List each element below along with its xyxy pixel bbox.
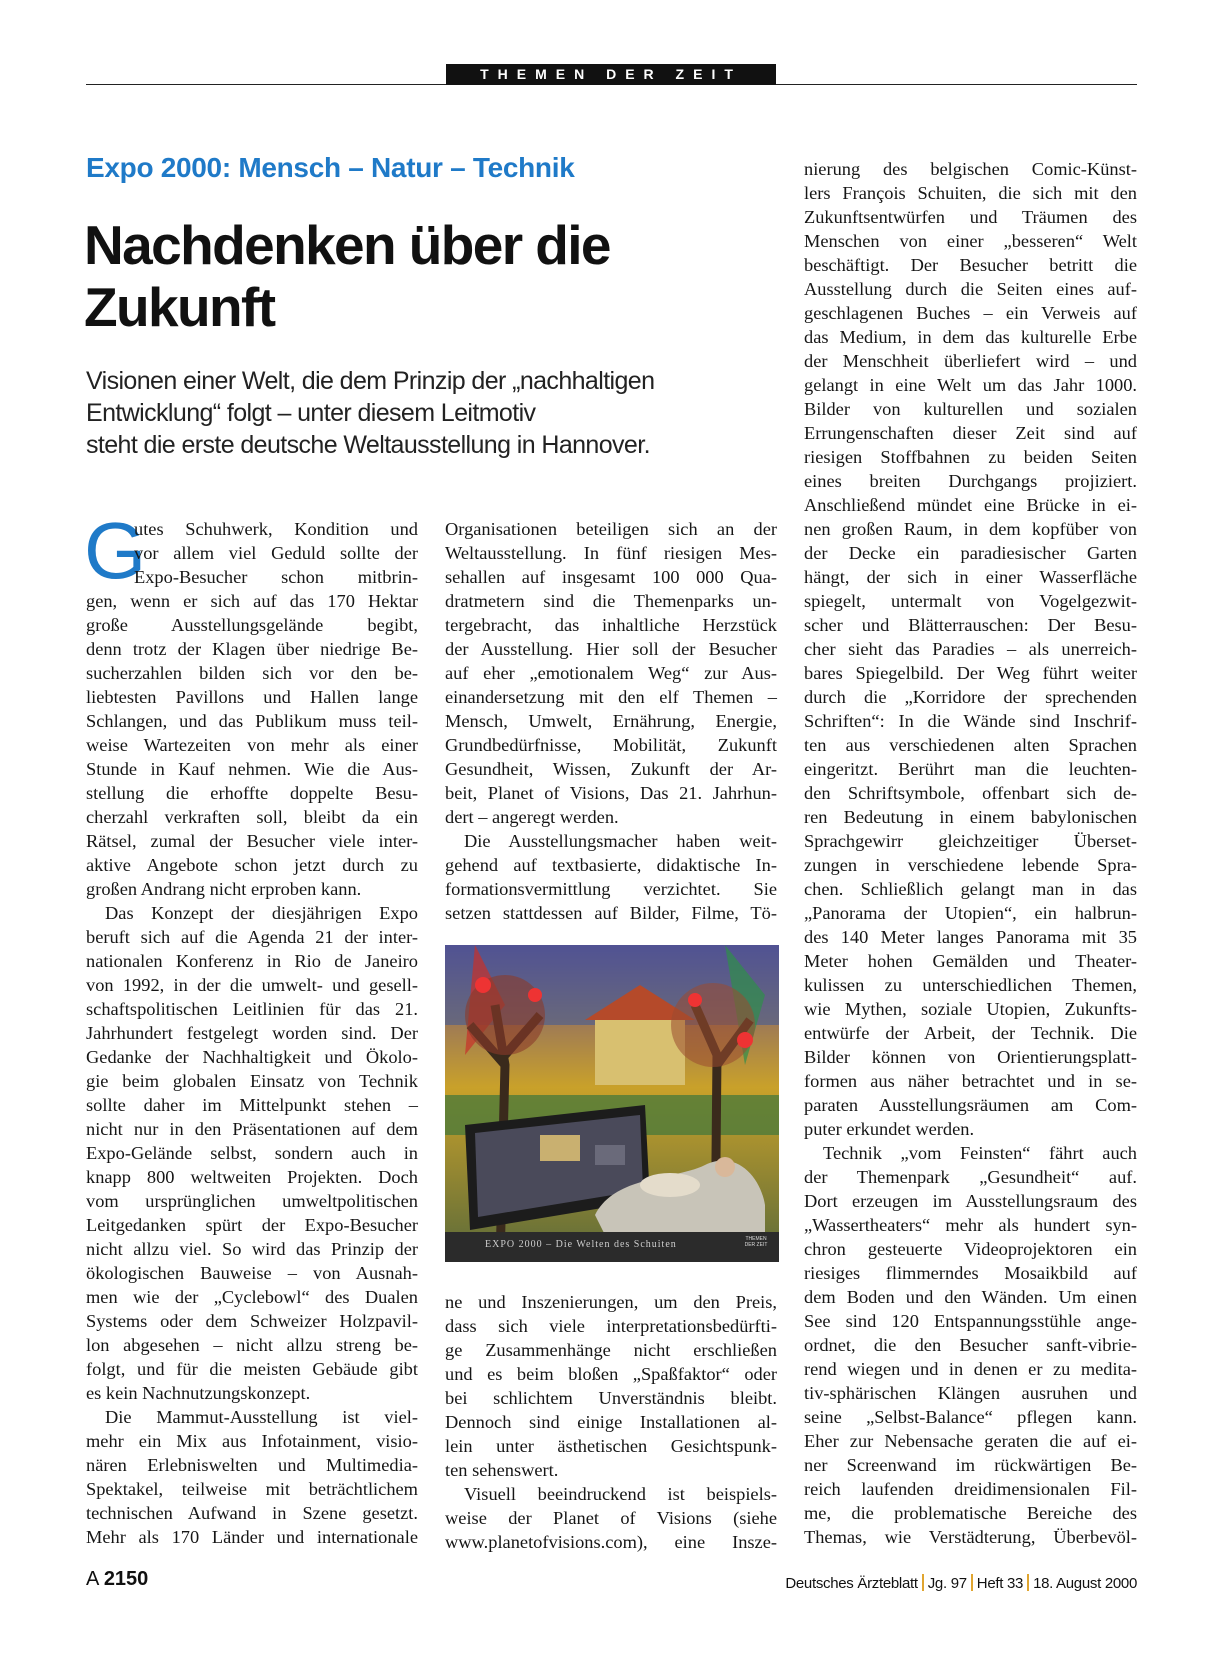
text-line: gelangt in eine Welt um das Jahr 1000. xyxy=(804,375,1137,395)
text-line: nicht nur in den Präsentationen auf dem xyxy=(86,1119,418,1139)
text-line: See sind 120 Entspannungsstühle ange- xyxy=(804,1311,1137,1331)
footer-separator xyxy=(1027,1574,1029,1591)
text-line: spiegelt, untermalt von Vogelgezwit- xyxy=(804,591,1137,611)
text-line: nen großen Raum, in dem kopfüber von xyxy=(804,519,1137,539)
text-line: zungen in verschiedene lebende Spra- xyxy=(804,855,1137,875)
text-line: rend wiegen und in denen er zu medita- xyxy=(804,1359,1137,1379)
footer-separator xyxy=(922,1574,924,1591)
text-line: gie beim globalen Einsatz von Technik xyxy=(86,1071,418,1091)
text-line: Organisationen beteiligen sich an der xyxy=(445,519,777,539)
text-line: Errungenschaften dieser Zeit sind auf xyxy=(804,423,1137,443)
text-line: von 1992, in der die umwelt- und gesell- xyxy=(86,975,418,995)
article-title xyxy=(84,214,764,338)
text-line: ge Zusammenhänge nicht erschließen xyxy=(445,1340,777,1360)
text-line: Jahrhundert festgelegt worden sind. Der xyxy=(86,1023,418,1043)
drop-cap: G xyxy=(84,506,147,595)
text-line: sehallen auf insgesamt 100 000 Qua- xyxy=(445,567,777,587)
text-line: Eher zur Nebensache geraten die auf ei- xyxy=(804,1431,1137,1451)
journal-date: 18. August 2000 xyxy=(1033,1575,1137,1592)
text-line: Schriften“: In die Wände sind Inschrif- xyxy=(804,711,1137,731)
text-line: schaftspolitischen Leitlinien für das 21. xyxy=(86,999,418,1019)
text-line: bares Spiegelbild. Der Weg führt weiter xyxy=(804,663,1137,683)
text-line: der Decke ein paradiesischer Garten xyxy=(804,543,1137,563)
text-line: ten sehenswert. xyxy=(445,1460,559,1480)
text-line: mehr ein Mix aus Infotainment, visio- xyxy=(86,1431,418,1451)
journal-name: Deutsches Ärzteblatt xyxy=(785,1575,918,1592)
text-line: bei schlichtem Unverständnis bleibt. xyxy=(445,1388,777,1408)
text-line: lein unter ästhetischen Gesichtspunk- xyxy=(445,1436,777,1456)
text-line: Leitgedanken spürt der Expo-Besucher xyxy=(86,1215,418,1235)
text-line: Dennoch sind einige Installationen al- xyxy=(445,1412,777,1432)
text-line: knapp 800 weltweiten Projekten. Doch xyxy=(86,1167,418,1187)
text-line: Menschen von einer „besseren“ Welt xyxy=(804,231,1137,251)
text-line: Anschließend mündet eine Brücke in ei- xyxy=(804,495,1137,515)
article-lead xyxy=(86,365,766,461)
text-line: Grundbedürfnisse, Mobilität, Zukunft xyxy=(445,735,777,755)
body-column-3 xyxy=(804,157,1137,1549)
text-line: Technik „vom Feinsten“ fährt auch xyxy=(823,1143,1137,1163)
text-line: setzen stattdessen auf Bilder, Filme, Tö- xyxy=(445,903,777,923)
text-line: eingeritzt. Berührt man die leuchten- xyxy=(804,759,1137,779)
text-line: aktive Angebote schon jetzt durch zu xyxy=(86,855,418,875)
text-line: gehend auf textbasierte, didaktische In- xyxy=(445,855,777,875)
text-line: www.planetofvisions.com), eine Insze- xyxy=(445,1532,777,1552)
text-line: weise Wartezeiten von mehr als einer xyxy=(86,735,418,755)
text-line: Meter hohen Gemälden und Theater- xyxy=(804,951,1137,971)
text-line: vom ursprünglichen umweltpolitischen xyxy=(86,1191,418,1211)
text-line: chron gesteuerte Videoprojektoren ein xyxy=(804,1239,1137,1259)
text-line: auf eher „emotionalem Weg“ zur Aus- xyxy=(445,663,777,683)
text-line: paraten Ausstellungsräumen am Com- xyxy=(804,1095,1137,1115)
text-line: riesigen Stoffbahnen zu beiden Seiten xyxy=(804,447,1137,467)
text-line: einandersetzung mit den elf Themen – xyxy=(445,687,777,707)
body-column-2-bottom xyxy=(445,1290,777,1554)
text-line: es kein Nachnutzungskonzept. xyxy=(86,1383,311,1403)
article-photo xyxy=(445,945,779,1262)
text-line: men wie der „Cyclebowl“ des Dualen xyxy=(86,1287,418,1307)
text-line: Expo-Besucher schon mitbrin- xyxy=(134,567,418,587)
text-line: der Themenpark „Gesundheit“ auf. xyxy=(804,1167,1137,1187)
text-line: ner Screenwand im rückwärtigen Be- xyxy=(804,1455,1137,1475)
text-line: ordnet, die den Besucher sanft-vibrie- xyxy=(804,1335,1137,1355)
text-line: dass sich viele interpretationsbedürfti- xyxy=(445,1316,777,1336)
text-line: liebtesten Pavillons und Hallen lange xyxy=(86,687,418,707)
text-line: denn trotz der Klagen über niedrige Be- xyxy=(86,639,418,659)
text-line: ten aus verschiedenen alten Sprachen xyxy=(804,735,1137,755)
text-line: ne und Inszenierungen, um den Preis, xyxy=(445,1292,777,1312)
photo-caption: EXPO 2000 – Die Welten des Schuiten xyxy=(485,1239,677,1250)
text-line: dratmetern sind die Themenparks un- xyxy=(445,591,777,611)
text-line: beruft sich auf die Agenda 21 der inter- xyxy=(86,927,418,947)
text-line: ren Bedeutung in einem babylonischen xyxy=(804,807,1137,827)
text-line: vor allem viel Geduld sollte der xyxy=(134,543,418,563)
text-line: geschlagenen Buches – ein Verweis auf xyxy=(804,303,1137,323)
text-line: Gesundheit, Wissen, Zukunft der Ar- xyxy=(445,759,777,779)
text-line: folgt, und für die meisten Gebäude gibt xyxy=(86,1359,418,1379)
text-line: cherzahl verkraften soll, bleibt da ein xyxy=(86,807,418,827)
text-line: scher und Blätterrauschen: Der Besu- xyxy=(804,615,1137,635)
text-line: lers François Schuiten, die sich mit den xyxy=(804,183,1137,203)
text-line: dert – angeregt werden. xyxy=(445,807,619,827)
text-line: tiv-sphärischen Klängen ausruhen und xyxy=(804,1383,1137,1403)
text-line: sucherzahlen bilden sich vor den be- xyxy=(86,663,418,683)
text-line: große Ausstellungsgelände begibt, xyxy=(86,615,418,635)
text-line: Das Konzept der diesjährigen Expo xyxy=(105,903,418,923)
text-line: stellung die erhoffte doppelte Besu- xyxy=(86,783,418,803)
text-line: hängt, der sich in einer Wasserfläche xyxy=(804,567,1137,587)
text-line: Dort erzeugen im Ausstellungsraum des xyxy=(804,1191,1137,1211)
text-line: Mehr als 170 Länder und internationale xyxy=(86,1527,418,1547)
journal-issue: Heft 33 xyxy=(976,1575,1024,1592)
text-line: kulissen zu unterschiedlichen Themen, xyxy=(804,975,1137,995)
text-line: chen. Schließlich gelangt man in das xyxy=(804,879,1137,899)
text-line: Ausstellung durch die Seiten eines auf- xyxy=(804,279,1137,299)
text-line: Stunde in Kauf nehmen. Wie die Aus- xyxy=(86,759,418,779)
text-line: Visuell beeindruckend ist beispiels- xyxy=(464,1484,777,1504)
photo-illustration xyxy=(445,945,779,1262)
folio-prefix: A xyxy=(86,1568,99,1590)
text-line: der Menschheit überliefert wird – und xyxy=(804,351,1137,371)
text-line: formationsvermittlung verzichtet. Sie xyxy=(445,879,777,899)
text-line: Die Ausstellungsmacher haben weit- xyxy=(464,831,777,851)
lead-line: steht die erste deutsche Weltausstellung in Hannover. xyxy=(86,431,650,459)
article-kicker: Expo 2000: Mensch – Natur – Technik xyxy=(86,152,575,183)
text-line: technischen Aufwand in Szene gesetzt. xyxy=(86,1503,418,1523)
text-line: dem Boden und den Wänden. Um einen xyxy=(804,1287,1137,1307)
text-line: nären Erlebniswelten und Multimedia- xyxy=(86,1455,418,1475)
text-line: riesiges flimmerndes Mosaikbild auf xyxy=(804,1263,1137,1283)
title-line: Nachdenken über die xyxy=(84,214,610,276)
text-line: gen, wenn er sich auf das 170 Hektar xyxy=(86,591,418,611)
text-line: den Schriftsymbole, offenbart sich de- xyxy=(804,783,1137,803)
text-line: das Medium, in dem das kulturelle Erbe xyxy=(804,327,1137,347)
title-line: Zukunft xyxy=(84,276,275,338)
lead-line: Visionen einer Welt, die dem Prinzip der „nachhaltigen xyxy=(86,367,655,395)
text-line: nierung des belgischen Comic-Künst- xyxy=(804,159,1137,179)
text-line: tergebracht, das inhaltliche Herzstück xyxy=(445,615,777,635)
body-column-1 xyxy=(86,517,418,1549)
text-line: Sprachgewirr gleichzeitiger Überset- xyxy=(804,831,1137,851)
text-line: me, die problematische Bereiche des xyxy=(804,1503,1137,1523)
text-line: ökologischen Bauweise – von Ausnah- xyxy=(86,1263,418,1283)
text-line: cher sieht das Paradies – als unerreich- xyxy=(804,639,1137,659)
text-line: Systems oder dem Schweizer Holzpavil- xyxy=(86,1311,418,1331)
text-line: nicht allzu viel. So wird das Prinzip der xyxy=(86,1239,418,1259)
text-line: beit, Planet of Visions, Das 21. Jahrhun- xyxy=(445,783,777,803)
text-line: und es beim bloßen „Spaßfaktor“ oder xyxy=(445,1364,777,1384)
text-line: Expo-Gelände selbst, sondern auch in xyxy=(86,1143,418,1163)
text-line: durch die „Korridore der sprechenden xyxy=(804,687,1137,707)
text-line: „Panorama der Utopien“, ein halbrun- xyxy=(804,903,1137,923)
folio-number: 2150 xyxy=(103,1568,149,1590)
text-line: Mensch, Umwelt, Ernährung, Energie, xyxy=(445,711,777,731)
text-line: Themas, wie Verstädterung, Überbevöl- xyxy=(804,1527,1137,1547)
text-line: puter erkundet werden. xyxy=(804,1119,975,1139)
text-line: großen Andrang nicht erproben kann. xyxy=(86,879,362,899)
text-line: des 140 Meter langes Panorama mit 35 xyxy=(804,927,1137,947)
text-line: Bilder können von Orientierungsplatt- xyxy=(804,1047,1137,1067)
footer-separator xyxy=(971,1574,973,1591)
body-column-2-top xyxy=(445,517,777,925)
text-line: Gedanke der Nachhaltigkeit und Ökolo- xyxy=(86,1047,418,1067)
page-folio xyxy=(86,1568,148,1591)
journal-volume: Jg. 97 xyxy=(927,1575,967,1592)
text-line: der Ausstellung. Hier soll der Besucher xyxy=(445,639,777,659)
text-line: „Wassertheaters“ mehr als hundert syn- xyxy=(804,1215,1137,1235)
photo-badge: THEMEN DER ZEIT xyxy=(744,1236,768,1248)
lead-line: Entwicklung“ folgt – unter diesem Leitmotiv xyxy=(86,399,536,427)
text-line: lon abgesehen – nicht allzu streng be- xyxy=(86,1335,418,1355)
section-rubric: THEMEN DER ZEIT xyxy=(446,64,776,85)
text-line: Schlangen, und das Publikum muss teil- xyxy=(86,711,418,731)
text-line: wie Mythen, soziale Utopien, Zukunfts- xyxy=(804,999,1137,1019)
text-line: Bilder von kulturellen und sozialen xyxy=(804,399,1137,419)
text-line: eines breiten Durchgangs projiziert. xyxy=(804,471,1137,491)
text-line: weise der Planet of Visions (siehe xyxy=(445,1508,777,1528)
text-line: reich laufenden dreidimensionalen Fil- xyxy=(804,1479,1137,1499)
text-line: sollte daher im Mittelpunkt stehen – xyxy=(86,1095,418,1115)
text-line: Rätsel, zumal der Besucher viele inter- xyxy=(86,831,418,851)
text-line: Zukunftsentwürfen und Träumen des xyxy=(804,207,1137,227)
footer-source xyxy=(785,1574,1137,1592)
text-line: Spektakel, teilweise mit beträchtlichem xyxy=(86,1479,418,1499)
text-line: formen aus näher betrachtet und in se- xyxy=(804,1071,1137,1091)
text-line: utes Schuhwerk, Kondition und xyxy=(134,519,418,539)
text-line: beschäftigt. Der Besucher betritt die xyxy=(804,255,1137,275)
text-line: entwürfe der Arbeit, der Technik. Die xyxy=(804,1023,1137,1043)
text-line: nationalen Konferenz in Rio de Janeiro xyxy=(86,951,418,971)
text-line: Die Mammut-Ausstellung ist viel- xyxy=(105,1407,418,1427)
text-line: Weltausstellung. In fünf riesigen Mes- xyxy=(445,543,777,563)
text-line: seine „Selbst-Balance“ pflegen kann. xyxy=(804,1407,1137,1427)
